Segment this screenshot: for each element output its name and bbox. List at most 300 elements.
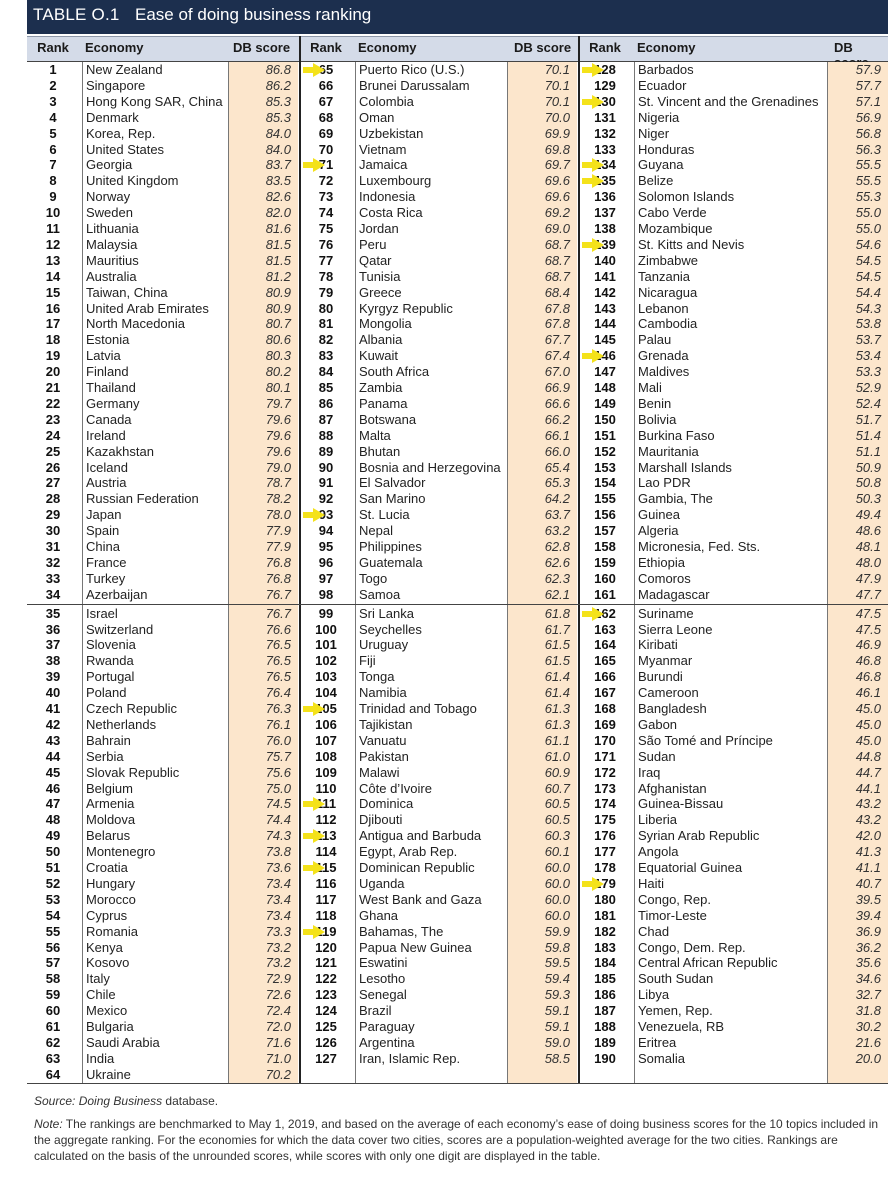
score-cell: 46.9: [855, 637, 881, 653]
rank-cell: 127: [315, 1050, 337, 1066]
score-cell: 72.9: [265, 971, 291, 987]
economy-cell: Puerto Rico (U.S.): [359, 62, 465, 77]
rank-cell: 112: [315, 812, 337, 828]
score-cell: 69.6: [544, 173, 570, 189]
score-cell: 76.6: [265, 621, 291, 637]
economy-cell: Guatemala: [359, 554, 423, 570]
economy-cell: Dominica: [359, 796, 414, 812]
score-cell: 69.8: [544, 141, 570, 157]
rank-cell: 168: [594, 701, 616, 716]
economy-cell: Albania: [359, 332, 403, 348]
rank-cell: 31: [45, 539, 61, 554]
score-cell: 51.7: [855, 411, 881, 427]
score-cell: 79.6: [265, 443, 291, 459]
score-cell: 53.3: [855, 364, 881, 380]
economy-cell: Belgium: [86, 780, 133, 796]
economy-cell: Bolivia: [638, 411, 677, 427]
table-row: [0, 205, 888, 221]
rank-cell: 4: [49, 109, 57, 125]
rank-cell: 123: [315, 987, 337, 1003]
score-cell: 54.5: [855, 252, 881, 268]
table-row: [0, 62, 888, 78]
economy-cell: Sierra Leone: [638, 621, 713, 637]
score-cell: 61.1: [544, 732, 570, 748]
score-cell: 62.3: [544, 570, 570, 586]
rank-cell: 156: [594, 507, 616, 523]
economy-cell: Uruguay: [359, 637, 409, 653]
economy-cell: Norway: [86, 189, 131, 205]
table-row: [0, 1051, 888, 1067]
score-cell: 47.5: [855, 605, 881, 621]
economy-cell: Peru: [359, 236, 387, 252]
table-row: [0, 285, 888, 301]
score-cell: 70.2: [265, 1066, 291, 1082]
rank-cell: 131: [594, 109, 616, 125]
economy-cell: Rwanda: [86, 653, 134, 669]
score-cell: 74.5: [265, 796, 291, 812]
rank-cell: 78: [318, 268, 334, 284]
economy-cell: Angola: [638, 844, 679, 860]
economy-cell: Antigua and Barbuda: [359, 828, 482, 844]
economy-cell: Switzerland: [86, 621, 154, 637]
score-cell: 61.3: [544, 701, 570, 716]
score-cell: 55.0: [855, 205, 881, 221]
rank-cell: 88: [318, 427, 334, 443]
rank-cell: 138: [594, 221, 616, 236]
rank-cell: 50: [45, 844, 61, 860]
score-cell: 80.9: [265, 300, 291, 316]
rank-cell: 59: [45, 987, 61, 1003]
header-rank: Rank: [310, 40, 342, 55]
rank-cell: 58: [45, 971, 61, 987]
header-rank: Rank: [37, 40, 69, 55]
economy-cell: Nicaragua: [638, 284, 698, 300]
score-cell: 74.3: [265, 828, 291, 844]
rank-cell: 142: [594, 284, 616, 300]
economy-cell: Taiwan, China: [86, 284, 168, 300]
rank-cell: 38: [45, 653, 61, 669]
economy-cell: San Marino: [359, 491, 426, 507]
score-cell: 60.0: [544, 907, 570, 923]
rank-cell: 119: [315, 923, 337, 939]
score-cell: 66.9: [544, 380, 570, 395]
score-cell: 40.7: [855, 875, 881, 891]
score-cell: 75.0: [265, 780, 291, 796]
economy-cell: Niger: [638, 125, 670, 141]
rank-cell: 188: [594, 1019, 616, 1034]
economy-cell: Namibia: [359, 685, 407, 701]
score-cell: 59.5: [544, 955, 570, 971]
score-cell: 79.7: [265, 395, 291, 411]
score-cell: 49.4: [855, 507, 881, 523]
score-cell: 30.2: [855, 1019, 881, 1034]
score-cell: 73.3: [265, 923, 291, 939]
rank-cell: 161: [594, 586, 616, 602]
score-cell: 81.5: [265, 236, 291, 252]
economy-cell: Kosovo: [86, 955, 130, 971]
score-cell: 76.4: [265, 685, 291, 701]
rank-cell: 95: [318, 539, 334, 554]
economy-cell: Bhutan: [359, 443, 401, 459]
score-cell: 78.7: [265, 475, 291, 491]
rank-cell: 155: [594, 491, 616, 507]
table-row: [0, 637, 888, 653]
table-row: [0, 491, 888, 507]
rank-cell: 103: [315, 669, 337, 685]
rank-cell: 175: [594, 812, 616, 828]
table-row: [0, 269, 888, 285]
economy-cell: Pakistan: [359, 748, 409, 764]
economy-cell: Uzbekistan: [359, 125, 424, 141]
score-cell: 48.1: [855, 539, 881, 554]
score-cell: 61.0: [544, 748, 570, 764]
table-row: [0, 539, 888, 555]
rank-cell: 77: [318, 252, 334, 268]
score-cell: 57.9: [855, 62, 881, 77]
score-cell: 48.6: [855, 523, 881, 539]
economy-cell: Ghana: [359, 907, 399, 923]
score-cell: 76.1: [265, 716, 291, 732]
rank-cell: 67: [318, 93, 334, 109]
economy-cell: Mozambique: [638, 221, 713, 236]
table-row: [0, 94, 888, 110]
score-cell: 48.0: [855, 554, 881, 570]
rank-cell: 51: [45, 860, 61, 875]
economy-cell: Trinidad and Tobago: [359, 701, 477, 716]
rank-cell: 183: [594, 939, 616, 955]
table-row: [0, 571, 888, 587]
economy-cell: Uganda: [359, 875, 405, 891]
score-cell: 82.6: [265, 189, 291, 205]
score-cell: 71.6: [265, 1034, 291, 1050]
rank-cell: 160: [594, 570, 616, 586]
rank-cell: 19: [45, 348, 61, 364]
rank-cell: 13: [45, 252, 61, 268]
score-cell: 31.8: [855, 1003, 881, 1019]
economy-cell: Iran, Islamic Rep.: [359, 1050, 461, 1066]
rank-cell: 121: [315, 955, 337, 971]
rank-cell: 90: [318, 459, 334, 475]
score-cell: 73.4: [265, 907, 291, 923]
rank-cell: 94: [318, 523, 334, 539]
score-cell: 76.5: [265, 669, 291, 685]
table-row: [0, 1067, 888, 1083]
rank-cell: 99: [318, 605, 334, 621]
economy-cell: Bangladesh: [638, 701, 707, 716]
economy-cell: Luxembourg: [359, 173, 432, 189]
score-cell: 41.1: [855, 860, 881, 875]
economy-cell: Ukraine: [86, 1066, 131, 1082]
rank-cell: 163: [594, 621, 616, 637]
rank-cell: 120: [315, 939, 337, 955]
rank-cell: 12: [45, 236, 61, 252]
economy-cell: Afghanistan: [638, 780, 707, 796]
rank-cell: 134: [594, 157, 616, 173]
rank-cell: 43: [45, 732, 61, 748]
table-row: [0, 1035, 888, 1051]
score-cell: 83.7: [265, 157, 291, 173]
rank-cell: 86: [318, 395, 334, 411]
table-row: [0, 749, 888, 765]
economy-cell: Latvia: [86, 348, 121, 364]
score-cell: 69.0: [544, 221, 570, 236]
score-cell: 53.4: [855, 348, 881, 364]
improvement-arrow-icon: [592, 158, 604, 172]
score-cell: 53.8: [855, 316, 881, 332]
table-row: [0, 110, 888, 126]
rank-cell: 132: [594, 125, 616, 141]
rank-cell: 143: [594, 300, 616, 316]
score-cell: 46.8: [855, 669, 881, 685]
note-text: The rankings are benchmarked to May 1, 2019, and based on the average of each economy’s ease of doing business scores for the 10 topics included in the aggregate ranking. For the economies for which the data cover two cities, scores are a population-weighted average for the two cities. Rankings are calculated on the basis of the unrounded scores, while scores with only one digit are displayed in the table.: [34, 1117, 879, 1163]
score-cell: 80.9: [265, 284, 291, 300]
economy-cell: Tonga: [359, 669, 395, 685]
score-cell: 54.3: [855, 300, 881, 316]
rank-cell: 64: [45, 1066, 61, 1082]
rank-cell: 66: [318, 77, 334, 93]
economy-cell: Belarus: [86, 828, 131, 844]
score-cell: 80.6: [265, 332, 291, 348]
rank-cell: 113: [315, 828, 337, 844]
score-cell: 74.4: [265, 812, 291, 828]
economy-cell: Tunisia: [359, 268, 401, 284]
economy-cell: Lao PDR: [638, 475, 691, 491]
score-cell: 63.7: [544, 507, 570, 523]
score-cell: 61.5: [544, 653, 570, 669]
economy-cell: Bahamas, The: [359, 923, 444, 939]
rank-cell: 35: [45, 605, 61, 621]
economy-cell: Thailand: [86, 380, 136, 395]
rank-cell: 45: [45, 764, 61, 780]
source-line: [34, 1094, 218, 1108]
score-cell: 50.3: [855, 491, 881, 507]
economy-cell: Montenegro: [86, 844, 156, 860]
table-header: [27, 36, 888, 62]
economy-cell: Armenia: [86, 796, 135, 812]
score-cell: 60.9: [544, 764, 570, 780]
economy-cell: Nepal: [359, 523, 393, 539]
rank-cell: 129: [594, 77, 616, 93]
score-cell: 59.8: [544, 939, 570, 955]
rank-cell: 96: [318, 554, 334, 570]
economy-cell: Algeria: [638, 523, 679, 539]
score-cell: 60.0: [544, 891, 570, 907]
rank-cell: 42: [45, 716, 61, 732]
economy-cell: Malaysia: [86, 236, 138, 252]
header-score: DB: [834, 40, 853, 55]
economy-cell: Madagascar: [638, 586, 710, 602]
economy-cell: Malawi: [359, 764, 400, 780]
improvement-arrow-icon: [592, 238, 604, 252]
economy-cell: St. Lucia: [359, 507, 410, 523]
rank-cell: 133: [594, 141, 616, 157]
rank-cell: 185: [594, 971, 616, 987]
economy-cell: Indonesia: [359, 189, 416, 205]
economy-cell: São Tomé and Príncipe: [638, 732, 773, 748]
rank-cell: 76: [318, 236, 334, 252]
economy-cell: Sri Lanka: [359, 605, 414, 621]
score-cell: 68.7: [544, 268, 570, 284]
score-cell: 55.3: [855, 189, 881, 205]
score-cell: 86.2: [265, 77, 291, 93]
table-row: [0, 173, 888, 189]
economy-cell: Slovak Republic: [86, 764, 180, 780]
rank-cell: 153: [594, 459, 616, 475]
table-row: [0, 796, 888, 812]
rank-cell: 14: [45, 268, 61, 284]
rank-cell: 26: [45, 459, 61, 475]
table-row: [0, 733, 888, 749]
score-cell: 58.5: [544, 1050, 570, 1066]
economy-cell: Suriname: [638, 605, 694, 621]
score-cell: 68.4: [544, 284, 570, 300]
economy-cell: Central African Republic: [638, 955, 778, 971]
score-cell: 50.9: [855, 459, 881, 475]
economy-cell: Jamaica: [359, 157, 408, 173]
rank-cell: 61: [45, 1019, 61, 1034]
economy-cell: Eritrea: [638, 1034, 677, 1050]
score-cell: 73.8: [265, 844, 291, 860]
rank-cell: 37: [45, 637, 61, 653]
score-cell: 56.8: [855, 125, 881, 141]
table-row: [0, 380, 888, 396]
economy-cell: Botswana: [359, 411, 417, 427]
rank-cell: 164: [594, 637, 616, 653]
score-cell: 47.5: [855, 621, 881, 637]
rank-cell: 93: [318, 507, 334, 523]
rank-cell: 36: [45, 621, 61, 637]
rank-cell: 118: [315, 907, 337, 923]
rank-cell: 24: [45, 427, 61, 443]
score-cell: 73.2: [265, 955, 291, 971]
economy-cell: Austria: [86, 475, 127, 491]
economy-cell: Japan: [86, 507, 122, 523]
rank-cell: 157: [594, 523, 616, 539]
economy-cell: Poland: [86, 685, 127, 701]
score-cell: 34.6: [855, 971, 881, 987]
rank-cell: 165: [594, 653, 616, 669]
score-cell: 72.4: [265, 1003, 291, 1019]
score-cell: 73.4: [265, 891, 291, 907]
rank-cell: 83: [318, 348, 334, 364]
economy-cell: Argentina: [359, 1034, 415, 1050]
rank-cell: 60: [45, 1003, 61, 1019]
rank-cell: 81: [318, 316, 334, 332]
rank-cell: 126: [315, 1034, 337, 1050]
rank-cell: 169: [594, 716, 616, 732]
rank-cell: 22: [45, 395, 61, 411]
rank-cell: 180: [594, 891, 616, 907]
table-title: Ease of doing business ranking: [135, 5, 372, 24]
table-row: [0, 717, 888, 733]
rank-cell: 154: [594, 475, 616, 491]
economy-cell: Netherlands: [86, 716, 157, 732]
rank-cell: 135: [594, 173, 616, 189]
economy-cell: Samoa: [359, 586, 401, 602]
economy-cell: Burundi: [638, 669, 683, 685]
economy-cell: Saudi Arabia: [86, 1034, 160, 1050]
rank-cell: 139: [594, 236, 616, 252]
economy-cell: Kiribati: [638, 637, 678, 653]
rank-cell: 145: [594, 332, 616, 348]
table-row: [0, 924, 888, 940]
score-cell: 63.2: [544, 523, 570, 539]
economy-cell: Togo: [359, 570, 388, 586]
rank-cell: 30: [45, 523, 61, 539]
score-cell: 59.0: [544, 1034, 570, 1050]
economy-cell: Singapore: [86, 77, 146, 93]
economy-cell: El Salvador: [359, 475, 426, 491]
economy-cell: Ethiopia: [638, 554, 685, 570]
table-row: [0, 523, 888, 539]
rank-cell: 8: [49, 173, 57, 189]
score-cell: 36.2: [855, 939, 881, 955]
table-row: [0, 781, 888, 797]
rank-cell: 176: [594, 828, 616, 844]
score-cell: 78.0: [265, 507, 291, 523]
score-cell: 75.7: [265, 748, 291, 764]
score-cell: 68.7: [544, 252, 570, 268]
economy-cell: Egypt, Arab Rep.: [359, 844, 458, 860]
rank-cell: 82: [318, 332, 334, 348]
rank-cell: 32: [45, 554, 61, 570]
table-row: [0, 332, 888, 348]
economy-cell: Cyprus: [86, 907, 128, 923]
rank-cell: 146: [594, 348, 616, 364]
rank-cell: 105: [315, 701, 337, 716]
table-row: [0, 142, 888, 158]
table-bottom-rule: [27, 1083, 888, 1084]
score-cell: 57.1: [855, 93, 881, 109]
score-cell: 43.2: [855, 796, 881, 812]
score-cell: 44.7: [855, 764, 881, 780]
economy-cell: Costa Rica: [359, 205, 423, 221]
table-row: [0, 669, 888, 685]
score-cell: 65.4: [544, 459, 570, 475]
rank-cell: 75: [318, 221, 334, 236]
table-title-bar: [27, 0, 888, 34]
score-cell: 47.9: [855, 570, 881, 586]
rank-cell: 152: [594, 443, 616, 459]
source-suffix: database.: [162, 1094, 219, 1108]
table-row: [0, 844, 888, 860]
economy-cell: Somalia: [638, 1050, 685, 1066]
economy-cell: Dominican Republic: [359, 860, 475, 875]
score-cell: 46.8: [855, 653, 881, 669]
economy-cell: Moldova: [86, 812, 136, 828]
rank-cell: 174: [594, 796, 616, 812]
score-cell: 72.0: [265, 1019, 291, 1034]
rank-cell: 187: [594, 1003, 616, 1019]
economy-cell: Canada: [86, 411, 132, 427]
score-cell: 62.1: [544, 586, 570, 602]
score-cell: 55.5: [855, 157, 881, 173]
rank-cell: 28: [45, 491, 61, 507]
economy-cell: Côte d’Ivoire: [359, 780, 432, 796]
score-cell: 76.7: [265, 586, 291, 602]
economy-cell: Mongolia: [359, 316, 412, 332]
rank-cell: 149: [594, 395, 616, 411]
rank-cell: 144: [594, 316, 616, 332]
table-row: [0, 507, 888, 523]
score-cell: 67.0: [544, 364, 570, 380]
economy-cell: Zimbabwe: [638, 252, 698, 268]
score-cell: 46.1: [855, 685, 881, 701]
rank-cell: 56: [45, 939, 61, 955]
economy-cell: North Macedonia: [86, 316, 185, 332]
score-cell: 76.5: [265, 653, 291, 669]
header-economy: Economy: [358, 40, 417, 55]
